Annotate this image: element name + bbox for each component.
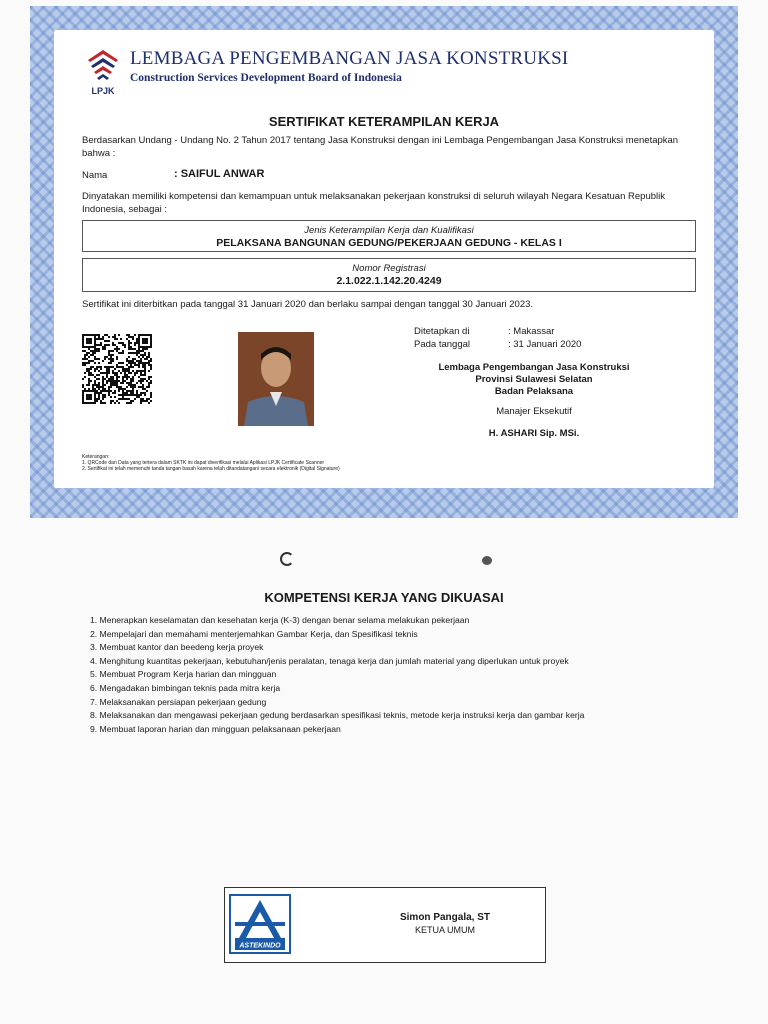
issued-at-label: Ditetapkan di [414,326,470,337]
skill-label: Jenis Keterampilan Kerja dan Kualifikasi [304,225,474,236]
competency-item: 1. Menerapkan keselamatan dan kesehatan kerja (K-3) dengan benar selama melakukan pekerjaan [90,615,470,625]
competency-list [90,614,584,736]
signature-box [224,887,546,963]
name-value: : SAIFUL ANWAR [174,168,265,180]
intro-line-1: Berdasarkan Undang - Undang No. 2 Tahun 2017 tentang Jasa Konstruksi dengan ini Lembaga Pengembangan Jasa Konstruksi menetapkan [82,135,679,146]
name-label: Nama [82,170,108,181]
holder-photo [238,332,314,426]
registration-label: Nomor Registrasi [352,263,426,274]
notes-title: Keterangan: [82,454,110,460]
validity-text: Sertifikat ini diterbitkan pada tanggal 31 Januari 2020 dan berlaku sampai dengan tanggal 30 Januari 2023. [82,299,534,310]
qr-code [82,334,152,404]
competency-item: 8. Melaksanakan dan mengawasi pekerjaan gedung berdasarkan spesifikasi teknis, metode kerja instruksi kerja dan gambar kerja [90,710,585,721]
registration-box [82,258,696,292]
signatory-name: Simon Pangala, ST [399,912,491,923]
competency-item: 4. Menghitung kuantitas pekerjaan, kebutuhan/jenis peralatan, tenaga kerja dan jumlah material yang diperlukan untuk proyek [90,655,569,666]
issued-date-value: : 31 Januari 2020 [508,339,582,350]
issuer-line-3: Badan Pelaksana [494,386,574,397]
note-2: 2. Sertifikat ini telah memenuhi tanda tangan basah karena telah ditandatangani secara elektronik (Digital Signature) [82,466,340,472]
competency-item: 9. Membuat laporan harian dan mingguan pelaksanaan pekerjaan [90,723,341,734]
skill-box [82,220,696,252]
paper-mark [280,552,294,566]
certificate-title: SERTIFIKAT KETERAMPILAN KERJA [268,114,500,129]
issued-date-label: Pada tanggal [414,339,470,350]
declared-line-2: Indonesia, sebagai : [82,204,168,215]
lpjk-logo [82,46,124,100]
astekindo-logo-text: ASTEKINDO [239,942,281,950]
org-subtitle: Construction Services Development Board of Indonesia [130,72,402,84]
notes [82,454,340,472]
competency-item: 3. Membuat kantor dan beedeng kerja proyek [90,642,264,653]
declared-line-1: Dinyatakan memiliki kompetensi dan kemampuan untuk melaksanakan pekerjaan konstruksi di seluruh wilayah Negara Kesatuan Republik [82,191,665,202]
issuer-line-1: Lembaga Pengembangan Jasa Konstruksi [438,362,630,373]
signatory-title: KETUA UMUM [414,925,475,935]
paper-mark [482,556,492,565]
signer-name: H. ASHARI Sip. MSi. [488,428,580,439]
org-name: LEMBAGA PENGEMBANGAN JASA KONSTRUKSI [130,48,569,69]
intro-line-2: bahwa : [82,148,116,159]
astekindo-logo [229,894,291,954]
competency-item: 7. Melaksanakan persiapan pekerjaan gedung [90,696,267,707]
intro-paragraph [82,134,694,160]
person-portrait-icon [238,332,314,426]
competency-item: 5. Membuat Program Kerja harian dan mingguan [90,669,277,680]
certificate-body [54,30,714,488]
note-1: 1. QRCode dan Data yang tertera dalam SKTK ini dapat diverifikasi melalui Aplikasi LPJK Certificate Scanner [82,460,325,466]
certificate-border [30,6,738,518]
signer-position: Manajer Eksekutif [496,406,572,417]
lpjk-logo-text: LPJK [91,86,115,96]
issued-at-value: : Makassar [508,326,555,337]
declared-paragraph [82,190,694,216]
competency-title: KOMPETENSI KERJA YANG DIKUASAI [264,590,504,605]
issuer-line-2: Provinsi Sulawesi Selatan [475,374,593,385]
skill-value: PELAKSANA BANGUNAN GEDUNG/PEKERJAAN GEDUNG - KELAS I [216,237,562,249]
registration-value: 2.1.022.1.142.20.4249 [336,275,442,287]
competency-item: 6. Mengadakan bimbingan teknis pada mitra kerja [90,682,281,693]
competency-item: 2. Mempelajari dan memahami menterjemahkan Gambar Kerja, dan Spesifikasi teknis [90,628,418,639]
